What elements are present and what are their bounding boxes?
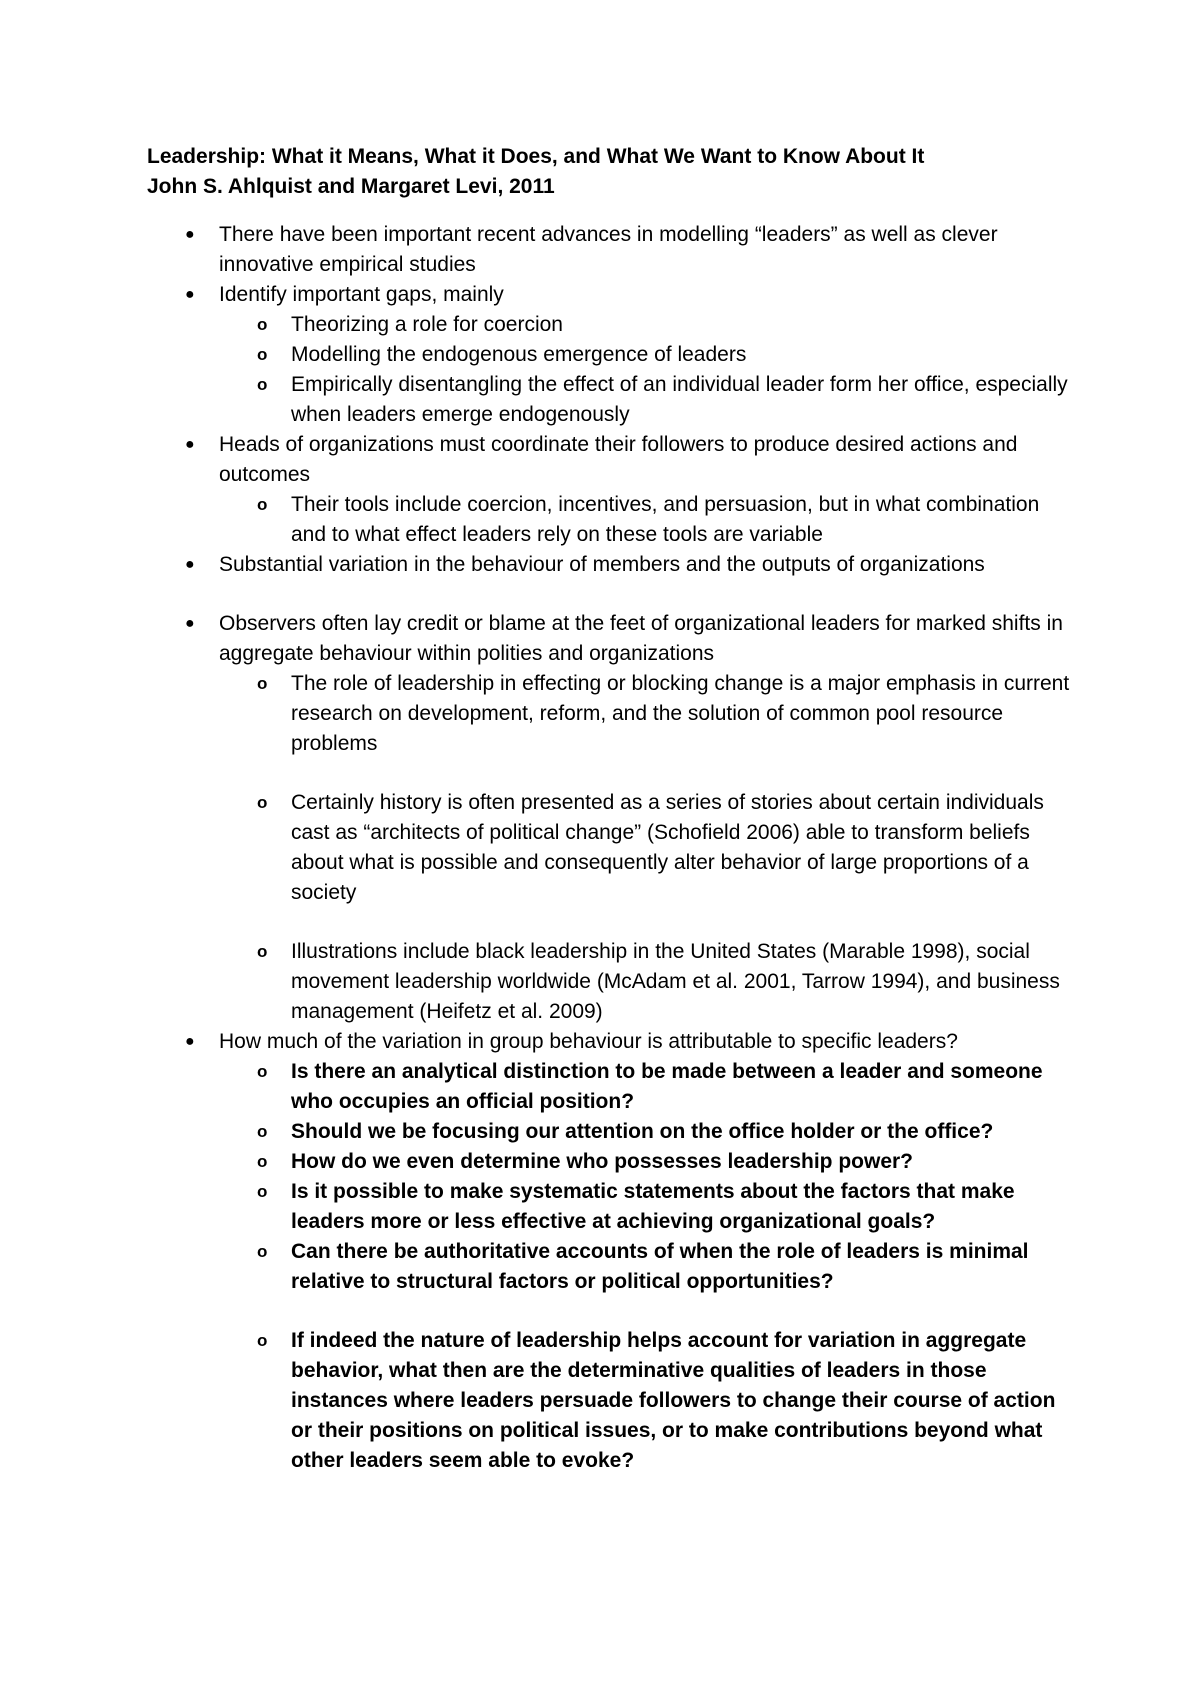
sub-list-item xyxy=(219,1147,1077,1177)
bullet-circle-icon: o xyxy=(257,1331,268,1350)
bullet-circle-icon: o xyxy=(257,375,268,394)
list-item xyxy=(147,220,1077,280)
sub-list-item xyxy=(219,1326,1077,1476)
list-item-text: Substantial variation in the behaviour of members and the outputs of organizations xyxy=(219,553,985,576)
sub-bullet-list xyxy=(219,1057,1077,1476)
bullet-dot-icon: ● xyxy=(185,1033,195,1050)
bullet-circle-icon: o xyxy=(257,1122,268,1141)
bullet-circle-icon: o xyxy=(257,1062,268,1081)
bullet-dot-icon: ● xyxy=(185,615,195,632)
document-page xyxy=(147,142,1077,1476)
main-bullet-list xyxy=(147,220,1077,1476)
sub-list-item-text: Is it possible to make systematic statements about the factors that make leaders more or less effective at achieving organizational goals? xyxy=(291,1180,1015,1233)
list-item xyxy=(147,1027,1077,1476)
sub-list-item xyxy=(219,788,1077,908)
bullet-circle-icon: o xyxy=(257,1242,268,1261)
sub-list-item xyxy=(219,1117,1077,1147)
sub-list-item xyxy=(219,937,1077,1027)
document-authors: John S. Ahlquist and Margaret Levi, 2011 xyxy=(147,175,555,198)
list-item xyxy=(147,280,1077,430)
sub-bullet-list xyxy=(219,669,1077,1027)
sub-list-item xyxy=(219,490,1077,550)
list-item xyxy=(147,550,1077,580)
sub-list-item-text: Certainly history is often presented as a series of stories about certain individuals cast as “architects of political change” (Schofield 2006) able to transform beliefs about what is possible and consequently alter behavior of large proportions of a society xyxy=(291,791,1044,904)
bullet-circle-icon: o xyxy=(257,1182,268,1201)
sub-list-item-text: If indeed the nature of leadership helps account for variation in aggregate behavior, what then are the determinative qualities of leaders in those instances where leaders persuade followers to change their course of action or their positions on political issues, or to make contributions beyond what other leaders seem able to evoke? xyxy=(291,1329,1056,1472)
bullet-dot-icon: ● xyxy=(185,556,195,573)
bullet-circle-icon: o xyxy=(257,495,268,514)
list-item-text: Heads of organizations must coordinate their followers to produce desired actions and outcomes xyxy=(219,433,1018,486)
sub-list-item xyxy=(219,340,1077,370)
sub-list-item-text: Theorizing a role for coercion xyxy=(291,313,563,336)
list-item xyxy=(147,609,1077,1027)
sub-list-item xyxy=(219,310,1077,340)
sub-bullet-list xyxy=(219,490,1077,550)
sub-bullet-list xyxy=(219,310,1077,430)
sub-list-item xyxy=(219,1177,1077,1237)
document-title: Leadership: What it Means, What it Does, and What We Want to Know About It xyxy=(147,145,925,168)
sub-list-item-text: Illustrations include black leadership in the United States (Marable 1998), social movement leadership worldwide (McAdam et al. 2001, Tarrow 1994), and business management (Heifetz et al. 2009) xyxy=(291,940,1060,1023)
bullet-circle-icon: o xyxy=(257,315,268,334)
bullet-circle-icon: o xyxy=(257,793,268,812)
sub-list-item xyxy=(219,669,1077,759)
bullet-dot-icon: ● xyxy=(185,226,195,243)
sub-list-item-text: Can there be authoritative accounts of when the role of leaders is minimal relative to structural factors or political opportunities? xyxy=(291,1240,1029,1293)
sub-list-item xyxy=(219,370,1077,430)
list-item-text: How much of the variation in group behaviour is attributable to specific leaders? xyxy=(219,1030,958,1053)
bullet-circle-icon: o xyxy=(257,345,268,364)
bullet-circle-icon: o xyxy=(257,942,268,961)
sub-list-item-text: Should we be focusing our attention on the office holder or the office? xyxy=(291,1120,994,1143)
sub-list-item xyxy=(219,1237,1077,1297)
list-item-text: There have been important recent advances in modelling “leaders” as well as clever innovative empirical studies xyxy=(219,223,998,276)
bullet-circle-icon: o xyxy=(257,1152,268,1171)
bullet-dot-icon: ● xyxy=(185,286,195,303)
sub-list-item-text: Empirically disentangling the effect of an individual leader form her office, especially when leaders emerge endogenously xyxy=(291,373,1068,426)
list-item-text: Observers often lay credit or blame at the feet of organizational leaders for marked shifts in aggregate behaviour within polities and organizations xyxy=(219,612,1063,665)
sub-list-item-text: Is there an analytical distinction to be made between a leader and someone who occupies an official position? xyxy=(291,1060,1043,1113)
bullet-circle-icon: o xyxy=(257,674,268,693)
list-item xyxy=(147,430,1077,550)
sub-list-item-text: How do we even determine who possesses leadership power? xyxy=(291,1150,914,1173)
sub-list-item-text: Modelling the endogenous emergence of leaders xyxy=(291,343,747,366)
sub-list-item-text: The role of leadership in effecting or blocking change is a major emphasis in current research on development, reform, and the solution of common pool resource problems xyxy=(291,672,1070,755)
sub-list-item-text: Their tools include coercion, incentives, and persuasion, but in what combination and to what effect leaders rely on these tools are variable xyxy=(291,493,1040,546)
sub-list-item xyxy=(219,1057,1077,1117)
bullet-dot-icon: ● xyxy=(185,436,195,453)
list-item-text: Identify important gaps, mainly xyxy=(219,283,504,306)
